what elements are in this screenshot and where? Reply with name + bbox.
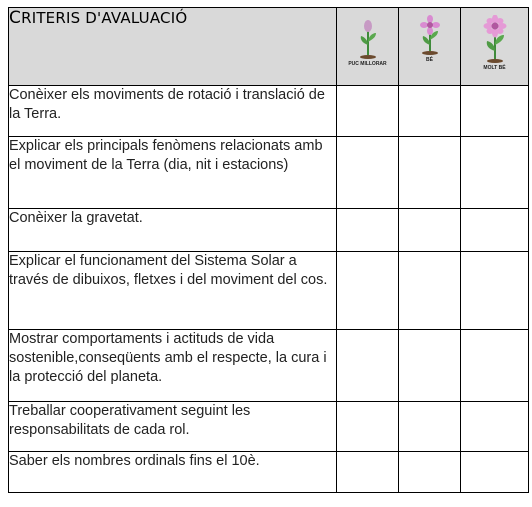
criterion-row bbox=[9, 137, 529, 209]
rating-cell-molt-be[interactable] bbox=[461, 452, 529, 493]
level-label: BÉ bbox=[426, 57, 433, 63]
criterion-text: Conèixer els moviments de rotació i translació de la Terra. bbox=[9, 86, 337, 137]
rating-cell-be[interactable] bbox=[399, 252, 461, 330]
criterion-row bbox=[9, 86, 529, 137]
rating-cell-puc-millorar[interactable] bbox=[337, 452, 399, 493]
rating-cell-be[interactable] bbox=[399, 209, 461, 252]
rating-cell-be[interactable] bbox=[399, 86, 461, 137]
rating-cell-puc-millorar[interactable] bbox=[337, 402, 399, 452]
criterion-row bbox=[9, 209, 529, 252]
criterion-row bbox=[9, 452, 529, 493]
level-label: MOLT BÉ bbox=[483, 65, 506, 71]
criterion-text: Saber els nombres ordinals fins el 10è. bbox=[9, 452, 337, 493]
rating-cell-puc-millorar[interactable] bbox=[337, 252, 399, 330]
seedling-bud-icon bbox=[357, 15, 379, 59]
criterion-row bbox=[9, 402, 529, 452]
criterion-row bbox=[9, 252, 529, 330]
level-label: PUC MILLORAR bbox=[348, 61, 387, 67]
rating-cell-molt-be[interactable] bbox=[461, 86, 529, 137]
criterion-text: Treballar cooperativament seguint les responsabilitats de cada rol. bbox=[9, 402, 337, 452]
seedling-bloom-icon bbox=[482, 15, 508, 63]
criterion-text: Conèixer la gravetat. bbox=[9, 209, 337, 252]
rating-cell-puc-millorar[interactable] bbox=[337, 86, 399, 137]
rating-cell-molt-be[interactable] bbox=[461, 252, 529, 330]
seedling-flower-icon bbox=[418, 15, 442, 55]
level-header-puc-millorar bbox=[337, 8, 399, 86]
criterion-text: Mostrar comportaments i actituds de vida sostenible,conseqüents amb el respecte, la cura i la protecció del planeta. bbox=[9, 330, 337, 402]
rating-cell-be[interactable] bbox=[399, 137, 461, 209]
criteria-heading-initial: C bbox=[9, 8, 22, 28]
rating-cell-be[interactable] bbox=[399, 452, 461, 493]
evaluation-rubric-table bbox=[8, 7, 529, 493]
rating-cell-be[interactable] bbox=[399, 330, 461, 402]
criterion-text: Explicar els principals fenòmens relacionats amb el moviment de la Terra (dia, nit i estacions) bbox=[9, 137, 337, 209]
rating-cell-puc-millorar[interactable] bbox=[337, 330, 399, 402]
rating-cell-molt-be[interactable] bbox=[461, 330, 529, 402]
rating-cell-molt-be[interactable] bbox=[461, 137, 529, 209]
level-header-molt-be bbox=[461, 8, 529, 86]
header-row bbox=[9, 8, 529, 86]
rating-cell-molt-be[interactable] bbox=[461, 402, 529, 452]
criterion-text: Explicar el funcionament del Sistema Solar a través de dibuixos, fletxes i del moviment del cos. bbox=[9, 252, 337, 330]
criteria-heading bbox=[9, 8, 337, 86]
rating-cell-molt-be[interactable] bbox=[461, 209, 529, 252]
level-header-be bbox=[399, 8, 461, 86]
rating-cell-puc-millorar[interactable] bbox=[337, 209, 399, 252]
criterion-row bbox=[9, 330, 529, 402]
rating-cell-puc-millorar[interactable] bbox=[337, 137, 399, 209]
rating-cell-be[interactable] bbox=[399, 402, 461, 452]
criteria-heading-rest: RITERIS D'AVALUACIÓ bbox=[21, 9, 188, 27]
